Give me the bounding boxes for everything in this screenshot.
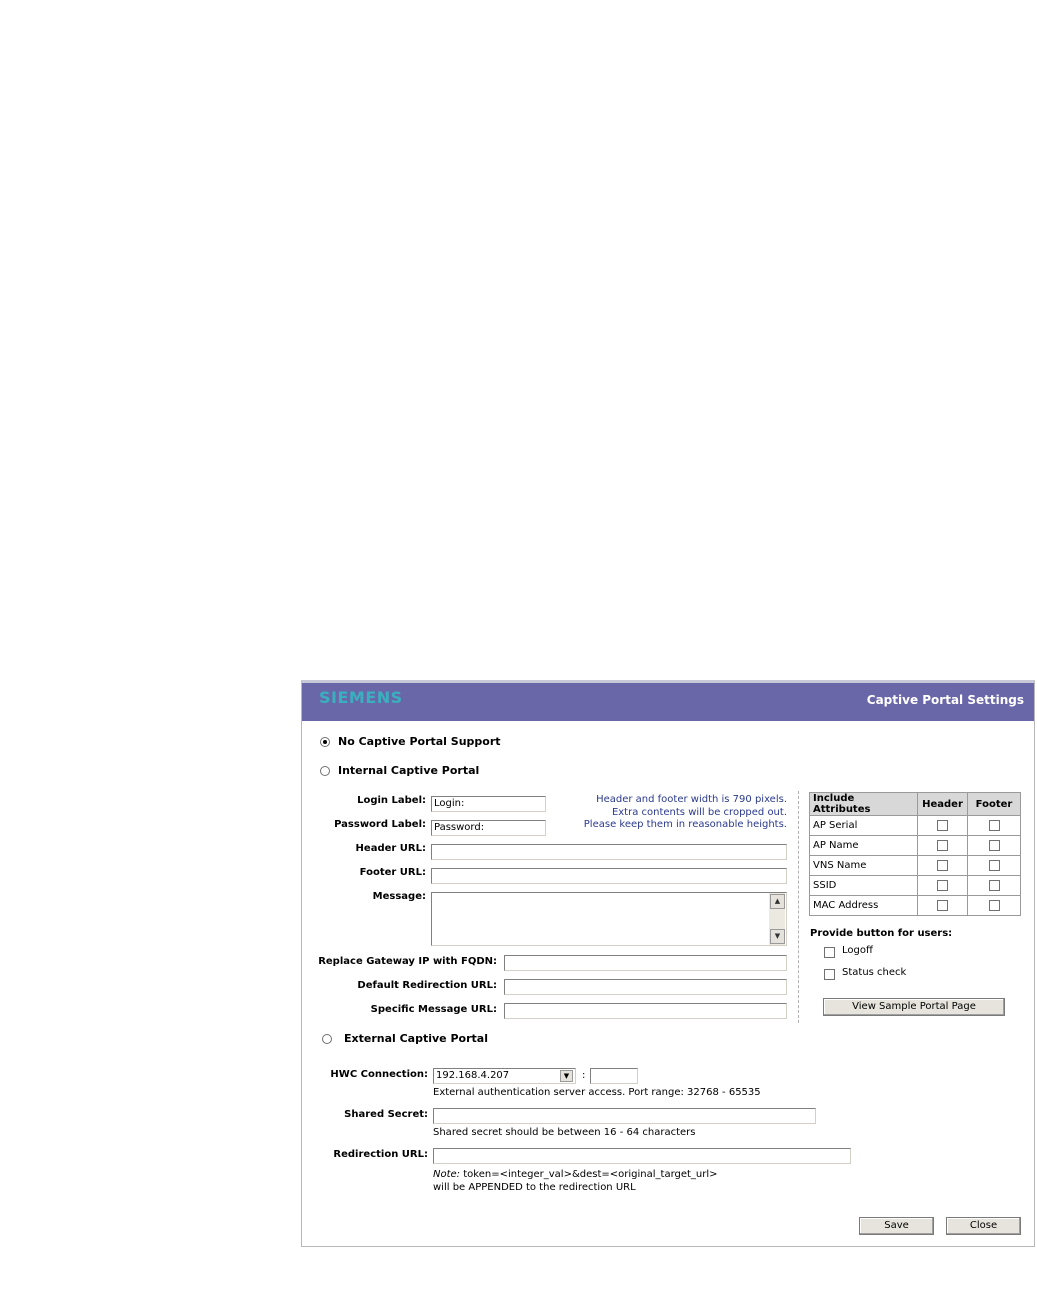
- attr-ssid: SSID: [810, 876, 918, 896]
- status-check-checkbox[interactable]: [824, 969, 835, 980]
- password-label-input[interactable]: Password:: [431, 820, 546, 836]
- mac-address-header-checkbox[interactable]: [937, 900, 948, 911]
- redirection-url-input[interactable]: [433, 1148, 851, 1164]
- hwc-note: External authentication server access. Port range: 32768 - 65535: [433, 1087, 761, 1098]
- section-divider: [798, 791, 799, 1023]
- note-line: Please keep them in reasonable heights.: [583, 819, 787, 830]
- footer-url-caption: Footer URL:: [359, 867, 426, 878]
- view-sample-portal-button[interactable]: View Sample Portal Page: [823, 998, 1005, 1016]
- window-title: Captive Portal Settings: [866, 693, 1024, 707]
- redirection-note: [433, 1168, 718, 1194]
- header-url-input[interactable]: [431, 844, 787, 860]
- attr-ap-name: AP Name: [810, 836, 918, 856]
- login-label-caption: Login Label:: [357, 795, 426, 806]
- mac-address-footer-checkbox[interactable]: [989, 900, 1000, 911]
- chevron-down-icon[interactable]: ▼: [560, 1070, 573, 1082]
- replace-gateway-input[interactable]: [504, 955, 787, 971]
- footer-url-input[interactable]: [431, 868, 787, 884]
- col-footer: Footer: [968, 793, 1021, 816]
- vns-name-footer-checkbox[interactable]: [989, 860, 1000, 871]
- table-header-row: [810, 793, 1021, 816]
- close-button[interactable]: Close: [946, 1217, 1021, 1235]
- status-check-label: Status check: [842, 967, 907, 978]
- vns-name-header-checkbox[interactable]: [937, 860, 948, 871]
- hwc-connection-caption: HWC Connection:: [330, 1069, 428, 1080]
- shared-secret-input[interactable]: [433, 1108, 816, 1124]
- password-label-caption: Password Label:: [334, 819, 426, 830]
- attr-ap-serial: AP Serial: [810, 816, 918, 836]
- specific-message-input[interactable]: [504, 1003, 787, 1019]
- table-row: [810, 856, 1021, 876]
- default-redirection-input[interactable]: [504, 979, 787, 995]
- note-line2: will be APPENDED to the redirection URL: [433, 1182, 636, 1193]
- note-line: Header and footer width is 790 pixels.: [596, 794, 787, 805]
- captive-portal-settings-window: [301, 680, 1035, 1247]
- specific-message-caption: Specific Message URL:: [370, 1004, 497, 1015]
- provide-buttons-title: Provide button for users:: [810, 928, 953, 939]
- save-button[interactable]: Save: [859, 1217, 934, 1235]
- ap-serial-header-checkbox[interactable]: [937, 820, 948, 831]
- table-row: [810, 896, 1021, 916]
- redirection-url-caption: Redirection URL:: [333, 1149, 428, 1160]
- default-redirection-caption: Default Redirection URL:: [357, 980, 497, 991]
- header-url-caption: Header URL:: [355, 843, 426, 854]
- logoff-checkbox[interactable]: [824, 947, 835, 958]
- external-portal-radio[interactable]: [322, 1034, 332, 1044]
- title-bar: [302, 683, 1034, 721]
- col-header: Header: [918, 793, 968, 816]
- shared-secret-caption: Shared Secret:: [344, 1109, 428, 1120]
- scroll-up-icon[interactable]: ▲: [770, 894, 785, 909]
- include-attributes-table: [809, 792, 1021, 916]
- port-input[interactable]: [590, 1068, 638, 1084]
- ssid-header-checkbox[interactable]: [937, 880, 948, 891]
- message-textarea[interactable]: [431, 892, 787, 946]
- note-prefix: Note:: [433, 1169, 461, 1180]
- ap-name-footer-checkbox[interactable]: [989, 840, 1000, 851]
- no-portal-label: No Captive Portal Support: [338, 735, 501, 748]
- message-scrollbar[interactable]: [769, 893, 785, 945]
- scroll-down-icon[interactable]: ▼: [770, 929, 785, 944]
- ap-name-header-checkbox[interactable]: [937, 840, 948, 851]
- table-row: [810, 836, 1021, 856]
- shared-secret-note: Shared secret should be between 16 - 64 characters: [433, 1127, 696, 1138]
- note-line1: token=<integer_val>&dest=<original_target_url>: [463, 1169, 718, 1180]
- external-portal-label: External Captive Portal: [344, 1032, 488, 1045]
- hwc-connection-select[interactable]: [433, 1068, 576, 1084]
- table-row: [810, 876, 1021, 896]
- header-footer-note: [552, 794, 787, 832]
- attr-vns-name: VNS Name: [810, 856, 918, 876]
- attr-mac-address: MAC Address: [810, 896, 918, 916]
- hwc-selected-value: 192.168.4.207: [436, 1070, 510, 1081]
- table-row: [810, 816, 1021, 836]
- siemens-logo: SIEMENS: [319, 688, 403, 707]
- logoff-label: Logoff: [842, 945, 873, 956]
- ssid-footer-checkbox[interactable]: [989, 880, 1000, 891]
- no-portal-radio[interactable]: [320, 737, 330, 747]
- replace-gateway-caption: Replace Gateway IP with FQDN:: [318, 956, 497, 967]
- col-include-attributes: Include Attributes: [810, 793, 918, 816]
- note-line: Extra contents will be cropped out.: [611, 806, 787, 818]
- ap-serial-footer-checkbox[interactable]: [989, 820, 1000, 831]
- internal-portal-label: Internal Captive Portal: [338, 764, 480, 777]
- port-separator: :: [582, 1070, 586, 1081]
- internal-portal-radio[interactable]: [320, 766, 330, 776]
- message-caption: Message:: [372, 891, 426, 902]
- login-label-input[interactable]: Login:: [431, 796, 546, 812]
